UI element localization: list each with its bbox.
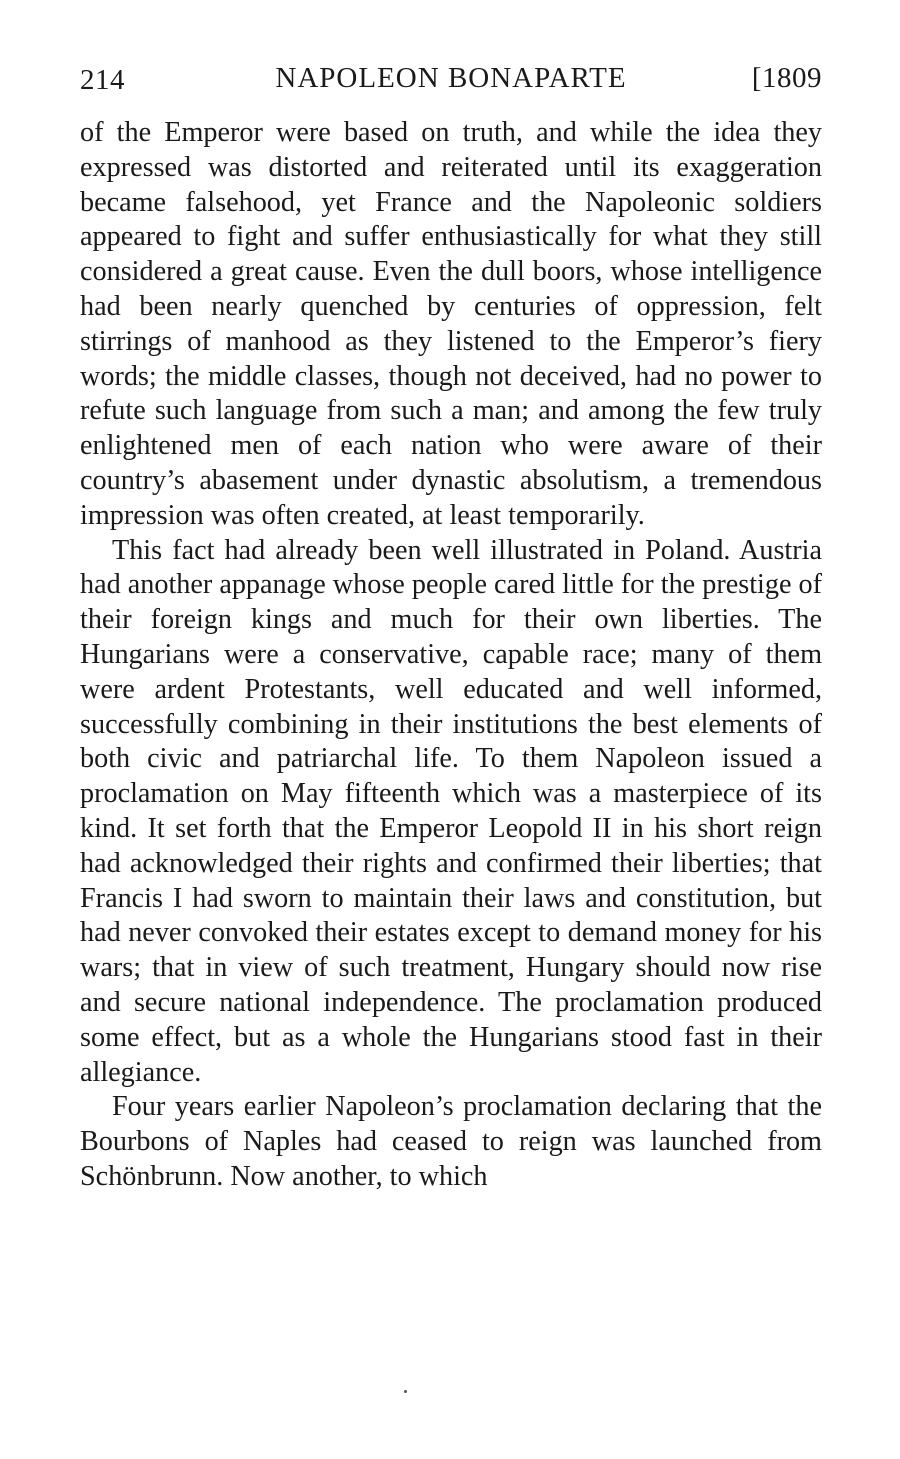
paragraph-continued: of the Emperor were based on truth, and while the idea they expressed was distorted and reiterated until its exaggeration became falsehood, yet France and the Napoleonic soldiers appeared to fight and suffer enthusiastically for what they still considered a great cause. Even the dull boors, whose intelligence had been nearly quenched by centuries of oppression, felt stirrings of manhood as they listened to the Emperor’s fiery words; the middle classes, though not deceived, had no power to refute such language from such a man; and among the few truly enlightened men of each nation who were aware of their country’s abasement under dynastic absolutism, a tremendous impression was often created, at least temporarily. (80, 117, 822, 531)
paragraph-hungary: This fact had already been well illustrated in Poland. Austria had another appanage whose people cared little for the prestige of their foreign kings and much for their own liberties. The Hungarians were a conservative, capable race; many of them were ardent Protestants, well educated and well informed, successfully combining in their institutions the best elements of both civic and patriarchal life. To them Napoleon issued a proclamation on May fifteenth which was a masterpiece of its kind. It set forth that the Emperor Leopold II in his short reign had acknowledged their rights and confirmed their liberties; that Francis I had sworn to maintain their laws and constitution, but had never convoked their estates except to demand money for his wars; that in view of such treatment, Hungary should now rise and secure national independence. The proclamation produced some effect, but as a whole the Hungarians stood fast in their allegiance. (80, 534, 822, 1088)
print-speck (404, 1390, 407, 1393)
running-head (80, 58, 822, 98)
body-text (80, 116, 822, 1195)
page-number: 214 (80, 64, 125, 96)
running-title: NAPOLEON BONAPARTE (275, 62, 627, 94)
book-page (80, 58, 822, 1195)
running-year: [1809 (751, 62, 822, 94)
paragraph-schonbrunn: Four years earlier Napoleon’s proclamation declaring that the Bourbons of Naples had ceased to reign was launched from Schönbrunn. Now another, to which (80, 1091, 822, 1192)
